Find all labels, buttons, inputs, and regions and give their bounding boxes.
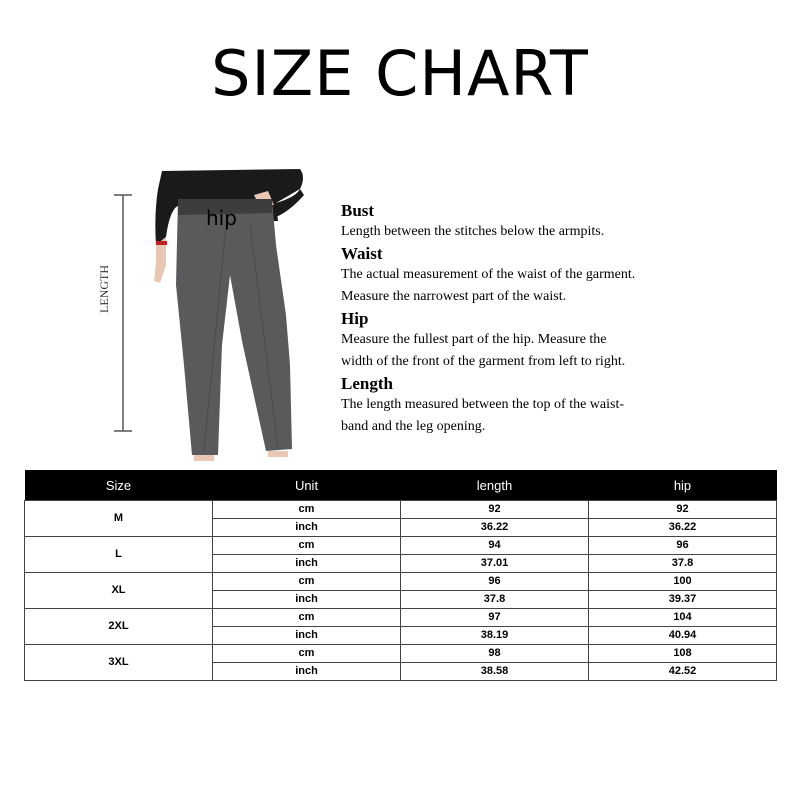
hip-label: hip xyxy=(206,206,237,230)
length-cell: 38.19 xyxy=(401,627,589,645)
size-table xyxy=(24,470,777,681)
length-cell: 94 xyxy=(401,537,589,555)
desc-line: The actual measurement of the waist of the garment. xyxy=(341,267,636,282)
length-cell: 97 xyxy=(401,609,589,627)
desc-line: Length between the stitches below the armpits. xyxy=(341,224,605,239)
header-size: Size xyxy=(25,470,213,501)
length-cell: 38.58 xyxy=(401,663,589,681)
size-cell: M xyxy=(25,501,213,537)
unit-cell: cm xyxy=(213,609,401,627)
unit-cell: cm xyxy=(213,501,401,519)
desc-bust xyxy=(341,200,761,243)
desc-heading: Bust xyxy=(341,201,375,220)
table-row xyxy=(25,609,777,627)
pants-figure xyxy=(97,165,320,465)
unit-cell: cm xyxy=(213,573,401,591)
right-foot xyxy=(268,451,288,457)
desc-line: Measure the fullest part of the hip. Measure the xyxy=(341,332,607,347)
header-length: length xyxy=(401,470,589,501)
size-cell: 3XL xyxy=(25,645,213,681)
length-cell: 36.22 xyxy=(401,519,589,537)
desc-heading: Hip xyxy=(341,309,369,328)
pants-illustration xyxy=(97,165,320,465)
left-foot xyxy=(194,455,214,461)
unit-cell: cm xyxy=(213,645,401,663)
table-row xyxy=(25,573,777,591)
unit-cell: inch xyxy=(213,591,401,609)
desc-line: width of the front of the garment from left to right. xyxy=(341,354,626,369)
unit-cell: inch xyxy=(213,555,401,573)
hip-cell: 100 xyxy=(589,573,777,591)
size-cell: XL xyxy=(25,573,213,609)
unit-cell: inch xyxy=(213,663,401,681)
size-cell: 2XL xyxy=(25,609,213,645)
measurement-descriptions xyxy=(341,200,761,438)
length-cell: 98 xyxy=(401,645,589,663)
desc-heading: Waist xyxy=(341,244,383,263)
desc-hip xyxy=(341,308,761,373)
unit-cell: inch xyxy=(213,519,401,537)
desc-length xyxy=(341,373,761,438)
desc-waist xyxy=(341,243,761,308)
hip-cell: 36.22 xyxy=(589,519,777,537)
length-cell: 96 xyxy=(401,573,589,591)
desc-line: band and the leg opening. xyxy=(341,419,486,434)
hip-cell: 108 xyxy=(589,645,777,663)
table-row xyxy=(25,501,777,519)
header-unit: Unit xyxy=(213,470,401,501)
hip-cell: 92 xyxy=(589,501,777,519)
hip-cell: 42.52 xyxy=(589,663,777,681)
hip-cell: 96 xyxy=(589,537,777,555)
unit-cell: cm xyxy=(213,537,401,555)
length-cell: 92 xyxy=(401,501,589,519)
table-header-row xyxy=(25,470,777,501)
length-measure-line xyxy=(114,195,132,431)
hip-cell: 40.94 xyxy=(589,627,777,645)
header-hip: hip xyxy=(589,470,777,501)
table-row xyxy=(25,645,777,663)
pants-shape xyxy=(176,199,292,455)
desc-heading: Length xyxy=(341,374,393,393)
page-title: SIZE CHART xyxy=(211,37,589,110)
desc-line: Measure the narrowest part of the waist. xyxy=(341,289,567,304)
hip-cell: 37.8 xyxy=(589,555,777,573)
length-cell: 37.01 xyxy=(401,555,589,573)
length-label: LENGTH xyxy=(97,265,111,313)
hip-cell: 39.37 xyxy=(589,591,777,609)
desc-line: The length measured between the top of the waist- xyxy=(341,397,625,412)
left-cuff-stripe xyxy=(156,241,167,245)
hip-cell: 104 xyxy=(589,609,777,627)
table-row xyxy=(25,537,777,555)
size-cell: L xyxy=(25,537,213,573)
unit-cell: inch xyxy=(213,627,401,645)
length-cell: 37.8 xyxy=(401,591,589,609)
